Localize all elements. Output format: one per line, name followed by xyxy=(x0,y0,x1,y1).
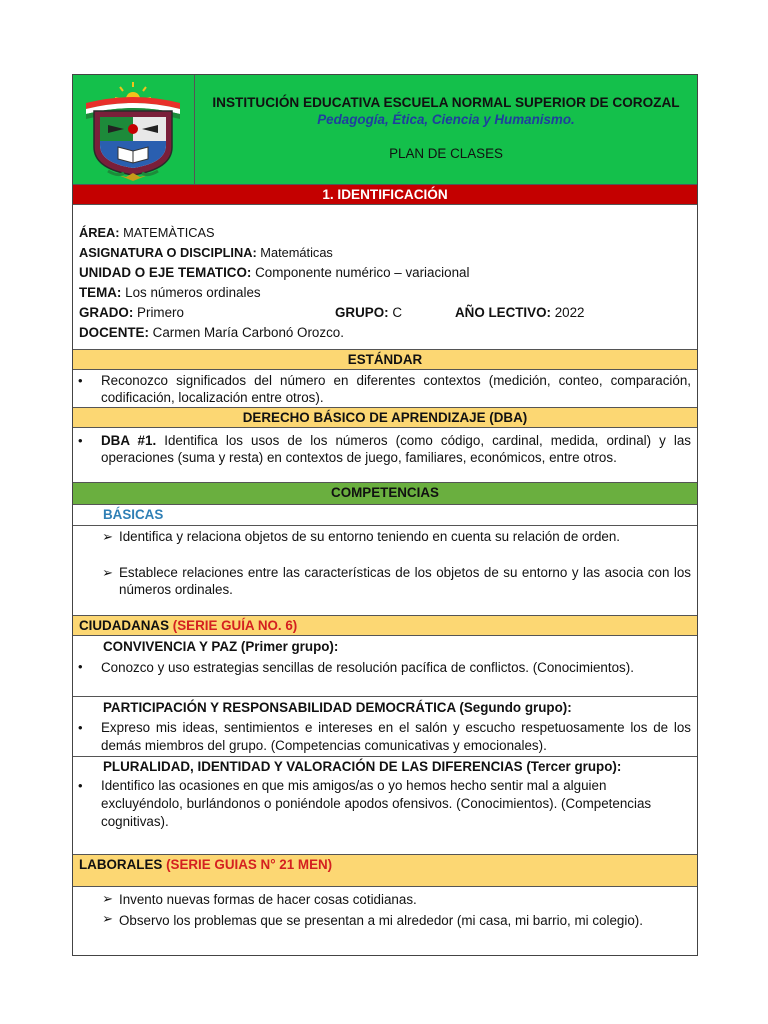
pluralidad-section xyxy=(73,757,697,855)
pluralidad-text: Identifico las ocasiones en que mis amigos/as o yo hemos hecho sentir mal a alguien excluyéndolo, burlándonos o poniéndole apodos ofensivos. (Conocimientos). (Competencias cognitivas). xyxy=(101,778,652,829)
grado-line: GRADO: Primero GRUPO: C AÑO LECTIVO: 2022 xyxy=(79,303,691,323)
bullet-icon: • xyxy=(78,659,83,674)
bullet-icon: • xyxy=(78,373,83,388)
plan-title: PLAN DE CLASES xyxy=(389,146,503,161)
ciudadanas-serie: (SERIE GUÍA NO. 6) xyxy=(172,618,298,633)
arrow-bullet-icon: ➢ xyxy=(102,565,113,580)
bullet-icon: • xyxy=(78,433,83,448)
docente-line: DOCENTE: Carmen María Carbonó Orozco. xyxy=(79,325,344,340)
arrow-bullet-icon: ➢ xyxy=(102,891,113,906)
header xyxy=(73,75,697,185)
laborales-serie: (SERIE GUIAS N° 21 MEN) xyxy=(166,857,333,872)
lesson-plan-document xyxy=(72,74,698,956)
dba-text: DBA #1. Identifica los usos de los números (como código, cardinal, medida, ordinal) y las operaciones (suma y resta) en contextos de juego, familiares, económicos, entre otros. xyxy=(101,433,692,465)
convivencia-text: Conozco y uso estrategias sencillas de resolución pacífica de conflictos. (Conocimientos). xyxy=(101,660,634,675)
institution-name: INSTITUCIÓN EDUCATIVA ESCUELA NORMAL SUPERIOR DE COROZAL xyxy=(212,95,680,110)
arrow-bullet-icon: ➢ xyxy=(102,529,113,544)
basicas-item-text: Identifica y relaciona objetos de su entorno teniendo en cuenta su relación de orden. xyxy=(119,529,621,544)
laborales-item-text: Invento nuevas formas de hacer cosas cotidianas. xyxy=(119,892,417,907)
ciudadanas-title: CIUDADANAS (SERIE GUÍA NO. 6) xyxy=(73,616,697,636)
identificacion-section xyxy=(73,205,697,350)
tema-line: TEMA: Los números ordinales xyxy=(79,285,261,300)
laborales-item xyxy=(73,910,697,931)
dba-item xyxy=(73,428,697,483)
institution-motto: Pedagogía, Ética, Ciencia y Humanismo. xyxy=(317,112,575,127)
identificacion-title: 1. IDENTIFICACIÓN xyxy=(73,185,697,205)
header-text xyxy=(195,75,697,184)
competencias-title: COMPETENCIAS xyxy=(73,483,697,505)
dba-title: DERECHO BÁSICO DE APRENDIZAJE (DBA) xyxy=(73,408,697,428)
pluralidad-title: PLURALIDAD, IDENTIDAD Y VALORACIÓN DE LAS DIFERENCIAS (Tercer grupo): xyxy=(103,759,622,774)
basicas-item xyxy=(73,526,697,545)
participacion-text: Expreso mis ideas, sentimientos e intereses en el salón y escucho respetuosamente los de los demás miembros del grupo. (Competencias comunicativas y emocionales). xyxy=(101,720,691,753)
estandar-item xyxy=(73,370,697,408)
participacion-section xyxy=(73,697,697,757)
school-crest-icon xyxy=(78,77,188,183)
area-line: ÁREA: MATEMÀTICAS xyxy=(79,225,215,240)
bullet-icon: • xyxy=(78,720,83,735)
logo-cell xyxy=(73,75,195,184)
asignatura-line: ASIGNATURA O DISCIPLINA: Matemáticas xyxy=(79,245,333,260)
unidad-line: UNIDAD O EJE TEMATICO: Componente numérico – variacional xyxy=(79,265,470,280)
bullet-icon: • xyxy=(78,778,83,793)
convivencia-section xyxy=(73,636,697,697)
estandar-title: ESTÁNDAR xyxy=(73,350,697,370)
basicas-item xyxy=(73,562,697,598)
laborales-item xyxy=(73,888,697,910)
laborales-item-text: Observo los problemas que se presentan a mi alrededor (mi casa, mi barrio, mi colegio). xyxy=(119,913,643,928)
laborales-section xyxy=(73,887,697,955)
convivencia-title: CONVIVENCIA Y PAZ (Primer grupo): xyxy=(103,639,339,654)
laborales-title: LABORALES (SERIE GUIAS N° 21 MEN) xyxy=(73,855,697,887)
basicas-title: BÁSICAS xyxy=(103,507,164,522)
convivencia-item xyxy=(73,656,697,677)
anio-lectivo-field: AÑO LECTIVO: 2022 xyxy=(455,305,585,320)
participacion-title: PARTICIPACIÓN Y RESPONSABILIDAD DEMOCRÁTICA (Segundo grupo): xyxy=(103,700,572,715)
estandar-text: Reconozco significados del número en diferentes contextos (medición, conteo, comparación, codificación, localización entre otros). xyxy=(101,373,691,405)
arrow-bullet-icon: ➢ xyxy=(102,911,113,926)
participacion-item xyxy=(73,717,697,755)
basicas-section xyxy=(73,505,697,616)
basicas-item-text: Establece relaciones entre las características de los objetos de su entorno y las asocia con los números ordinales. xyxy=(119,565,691,597)
grupo-field: GRUPO: C xyxy=(335,305,402,320)
pluralidad-item xyxy=(73,777,697,831)
